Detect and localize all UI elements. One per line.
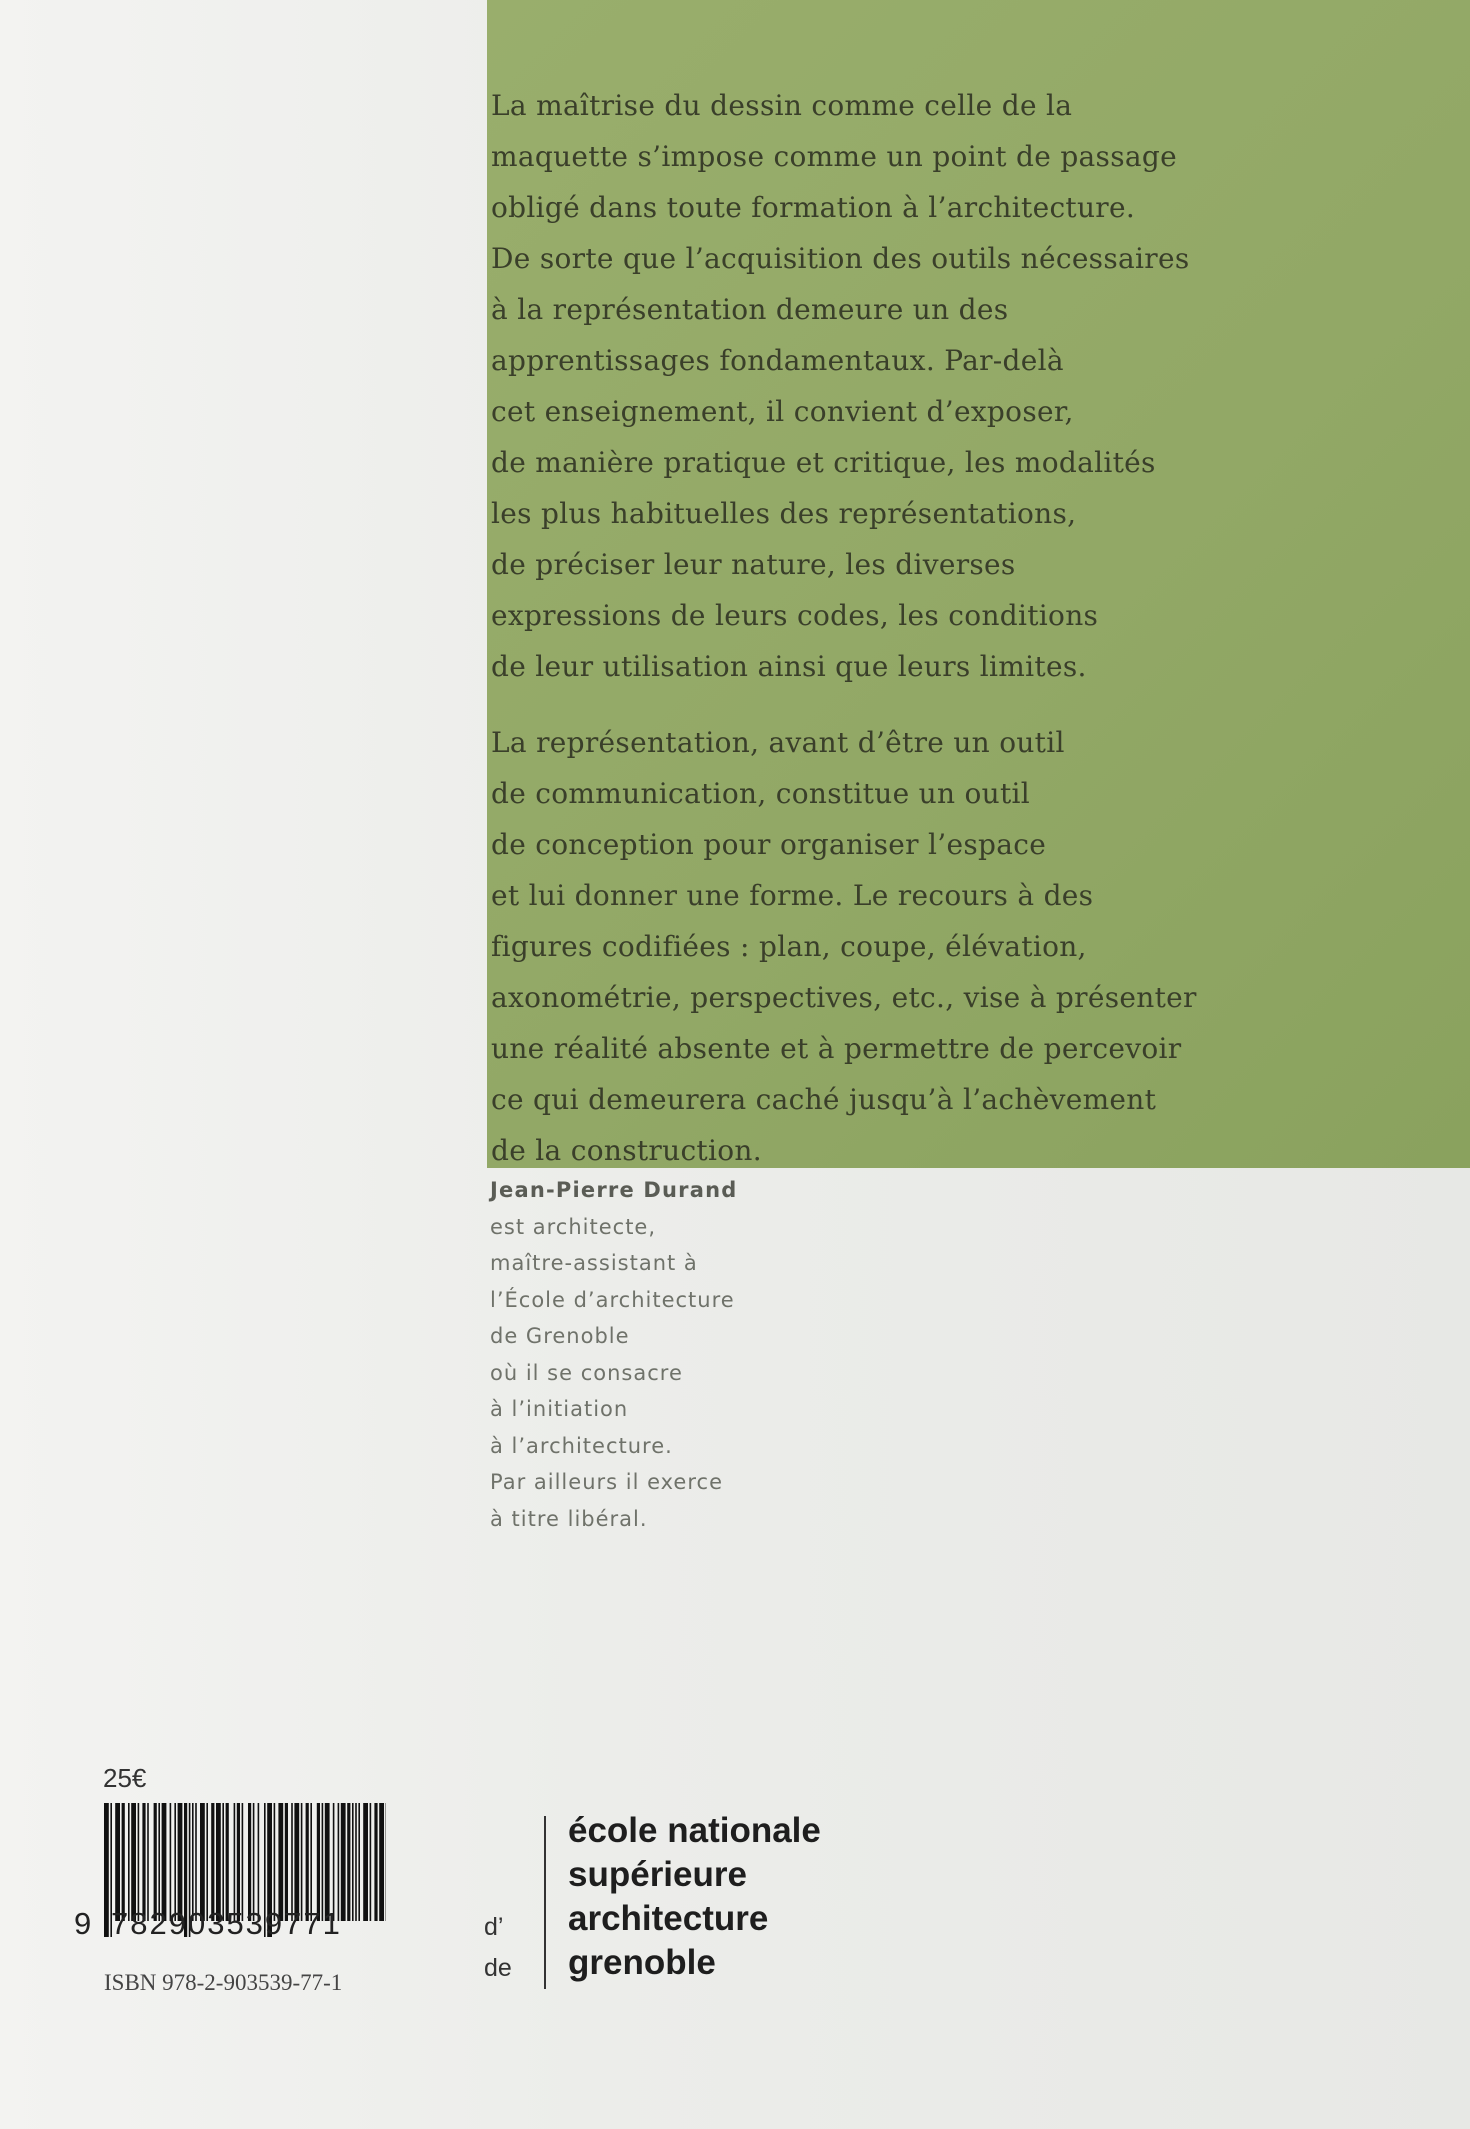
publisher-divider (544, 1816, 546, 1989)
blurb-line: ce qui demeurera caché jusqu’à l’achèvement (491, 1083, 1157, 1116)
barcode-bar (294, 1803, 299, 1921)
barcode-bar (154, 1803, 157, 1921)
bio-line: maître-assistant à (490, 1251, 698, 1275)
blurb-line: figures codifiées : plan, coupe, élévation, (491, 930, 1087, 963)
blurb-line: axonométrie, perspectives, etc., vise à présenter (491, 981, 1197, 1014)
back-cover-blurb (491, 80, 1251, 1176)
blurb-line: et lui donner une forme. Le recours à des (491, 879, 1094, 912)
barcode-bar (138, 1803, 140, 1921)
barcode-bar (216, 1803, 221, 1921)
barcode-bar (162, 1803, 167, 1921)
publisher-prefix-de: de (484, 1954, 512, 1982)
bio-line: est architecte, (490, 1214, 657, 1239)
barcode-bar (128, 1803, 130, 1921)
blurb-line: de la construction. (491, 1134, 762, 1167)
barcode-bar (104, 1803, 109, 1937)
barcode-bar (278, 1803, 283, 1921)
barcode-bar (248, 1803, 251, 1921)
author-name: Jean-Pierre Durand (490, 1178, 738, 1202)
barcode-bar (170, 1803, 172, 1921)
barcode-bar (341, 1803, 346, 1921)
publisher-line: architecture (568, 1899, 769, 1938)
publisher-logo (568, 1809, 821, 1985)
blurb-line: apprentissages fondamentaux. Par-delà (491, 344, 1064, 377)
barcode-bar (355, 1803, 357, 1921)
bio-line: de Grenoble (490, 1324, 630, 1348)
bio-line: à l’initiation (490, 1397, 629, 1421)
barcode-bar (242, 1803, 244, 1921)
barcode-bar (352, 1803, 354, 1921)
blurb-line: obligé dans toute formation à l’architecture. (491, 191, 1136, 224)
barcode-bar (200, 1803, 205, 1921)
barcode-bar (158, 1803, 160, 1921)
barcode-bar (322, 1803, 324, 1921)
barcode-bar (301, 1803, 303, 1921)
price-label: 25€ (103, 1763, 147, 1793)
blurb-line: une réalité absente et à permettre de percevoir (491, 1032, 1182, 1065)
barcode-bar (253, 1803, 255, 1921)
blurb-line: les plus habituelles des représentations, (491, 497, 1077, 530)
barcode-bar (258, 1803, 260, 1921)
barcode-bar (115, 1803, 120, 1921)
barcode-bar (363, 1803, 368, 1921)
barcode-bar (147, 1803, 149, 1921)
barcode-bar (226, 1803, 229, 1921)
blurb-line: à la représentation demeure un des (491, 293, 1009, 326)
bio-line: Par ailleurs il exerce (490, 1470, 723, 1494)
blurb-paragraph-1 (491, 80, 1251, 692)
blurb-line: La maîtrise du dessin comme celle de la (491, 89, 1073, 122)
blurb-paragraph-2 (491, 717, 1251, 1176)
publisher-line: supérieure (568, 1855, 747, 1894)
blurb-line: maquette s’impose comme un point de passage (491, 140, 1177, 173)
barcode-bar (338, 1803, 340, 1921)
barcode-bar (379, 1803, 384, 1921)
barcode-bar (237, 1803, 240, 1921)
barcode-bar (325, 1803, 330, 1921)
publisher-line: grenoble (568, 1943, 716, 1982)
barcode-number: 782903539771 (111, 1906, 342, 1941)
barcode-bar (285, 1803, 288, 1921)
barcode-bar (122, 1803, 125, 1921)
barcode-bar (142, 1803, 145, 1921)
barcode-bar (131, 1803, 136, 1921)
publisher-prefix-d: d’ (484, 1913, 504, 1941)
publisher-line: école nationale (568, 1811, 821, 1850)
blurb-line: De sorte que l’acquisition des outils nécessaires (491, 242, 1190, 275)
bio-line: l’École d’architecture (490, 1287, 735, 1312)
blurb-line: de manière pratique et critique, les modalités (491, 446, 1156, 479)
barcode-bar (211, 1803, 214, 1921)
barcode-bar (174, 1803, 176, 1921)
barcode-bar (178, 1803, 183, 1921)
blurb-line: cet enseignement, il convient d’exposer, (491, 395, 1074, 428)
barcode-bar (317, 1803, 320, 1921)
barcode-first-digit: 9 (74, 1906, 94, 1941)
author-bio (490, 1172, 790, 1537)
barcode-bar (333, 1803, 335, 1921)
barcode-bar (370, 1803, 372, 1921)
blurb-line: de conception pour organiser l’espace (491, 828, 1047, 861)
blurb-line: La représentation, avant d’être un outil (491, 726, 1065, 759)
barcode-bar (274, 1803, 276, 1921)
bio-line: où il se consacre (490, 1360, 683, 1385)
barcode-bar (222, 1803, 224, 1921)
bio-line: à l’architecture. (490, 1433, 673, 1458)
barcode-bar (347, 1803, 350, 1921)
isbn-label: ISBN 978-2-903539-77-1 (104, 1970, 343, 1995)
barcode-bar (374, 1803, 377, 1921)
barcode-bar (291, 1803, 293, 1921)
barcode-bar (192, 1803, 194, 1921)
bio-line: à titre libéral. (490, 1506, 648, 1531)
barcode-bar (310, 1803, 312, 1921)
barcode-bar (358, 1803, 360, 1921)
blurb-line: de leur utilisation ainsi que leurs limites. (491, 650, 1087, 683)
blurb-line: de préciser leur nature, les diverses (491, 548, 1016, 581)
barcode-bar (306, 1803, 309, 1921)
barcode-bar (234, 1803, 236, 1921)
barcode-bar (195, 1803, 197, 1921)
barcode-bar (206, 1803, 208, 1921)
blurb-line: de communication, constitue un outil (491, 777, 1031, 810)
blurb-line: expressions de leurs codes, les conditions (491, 599, 1099, 632)
